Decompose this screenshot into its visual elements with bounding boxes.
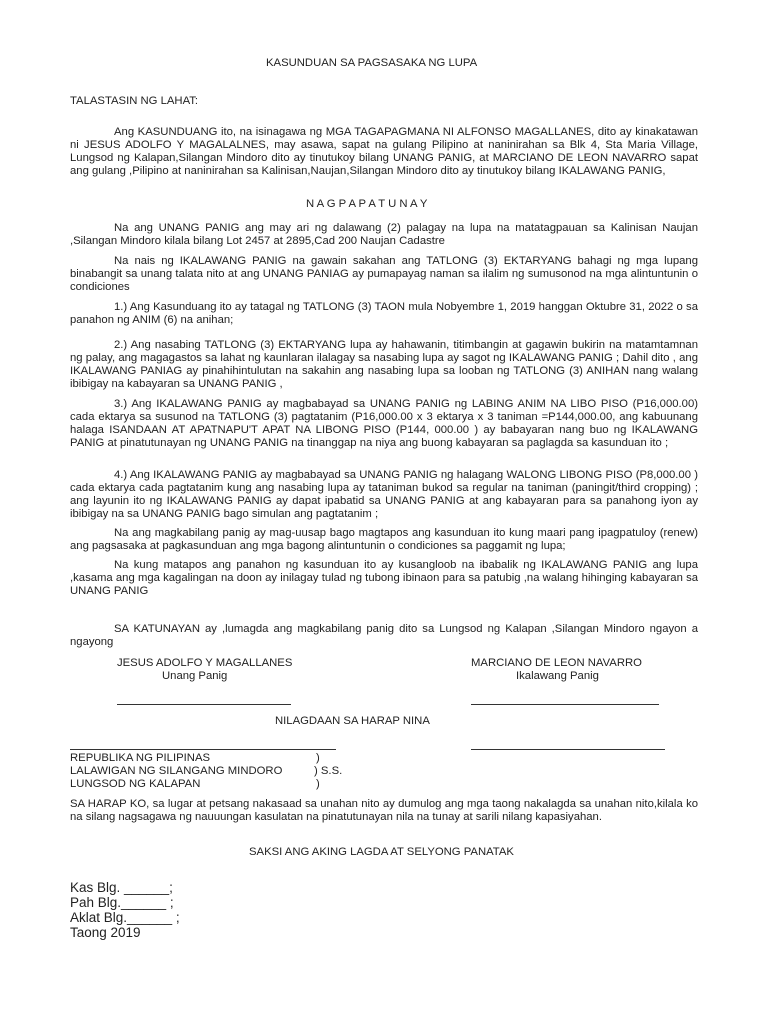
salutation: TALASTASIN NG LAHAT: xyxy=(70,95,199,107)
condition-item-3: 3.) Ang IKALAWANG PANIG ay magbabayad sa UNANG PANIG ng LABING ANIM NA LIBO PISO (P16,000.00) cada ektarya sa susunod na TATLONG (3) pagtatanim (P16,000.00 x 3 ektarya x 3 taniman =P144,000.00, ang kabuunang halaga ISANDAAN AT APATNAPU'T APAT NA LIBONG PISO (P144, 000.00 ) ay babayaran nang buo ng IKALAWANG PANIG at pinatutunayan ng UNANG PANIG na tinanggap na niya ang buong kabayaran sa paglagda sa kasunduan ito ; xyxy=(70,398,698,449)
series-year: Taong 2019 xyxy=(70,925,141,940)
party1-role: Unang Panig xyxy=(162,670,228,682)
venue-paren-3: ) xyxy=(316,778,320,790)
venue-lungsod: LUNGSOD NG KALAPAN xyxy=(70,778,201,790)
condition-item-4: 4.) Ang IKALAWANG PANIG ay magbabayad sa UNANG PANIG ng halagang WALONG LIBONG PISO (P8,000.00 ) cada ektarya cada pagtatanim kung ang nasabing lupa ay tataniman bukod sa regular na taniman (paningit/third cropping) ; ang layunin ito ng IKALAWANG PANIG ay dapat ipabatid sa UNANG PANIG at ang kabayaran para sa panahong iyon ay ibibigay na sa UNANG PANIG bago simulan ang pagtatanim ; xyxy=(70,469,698,520)
venue-lalawigan: LALAWIGAN NG SILANGANG MINDORO xyxy=(70,765,283,777)
acknowledgment-paragraph: SA HARAP KO, sa lugar at petsang nakasaad sa unahan nito ay dumulog ang mga taong nakalagda sa unahan nito,kilala ko na silang nagsagawa ng nauuungan kasulatan na pinatutunayan nila na tunay at sarili nilang kapasiyahan. xyxy=(70,798,698,823)
doc-number: Kas Blg. ______; xyxy=(70,880,173,895)
section-heading: N A G P A P A T U N A Y xyxy=(306,198,428,210)
party1-name: JESUS ADOLFO Y MAGALLANES xyxy=(117,657,293,669)
party2-signature-line xyxy=(471,704,659,705)
witness-heading: NILAGDAAN SA HARAP NINA xyxy=(275,715,430,727)
book-number: Aklat Blg.______ ; xyxy=(70,910,180,925)
venue-paren-ss: ) S.S. xyxy=(314,765,343,777)
venue-paren-1: ) xyxy=(316,752,320,764)
venue-republika: REPUBLIKA NG PILIPINAS xyxy=(70,752,211,764)
paragraph-intent: Na nais ng IKALAWANG PANIG na gawain sakahan ang TATLONG (3) EKTARYANG bahagi ng mga lupang binabangit sa unang talata nito at ang UNANG PANIAG ay pumapayag naman sa ilalim ng sumusonod na mga alintuntunin o condiciones xyxy=(70,255,698,293)
condition-item-1: 1.) Ang Kasunduang ito ay tatagal ng TATLONG (3) TAON mula Nobyembre 1, 2019 hanggan Oktubre 31, 2022 o sa panahon ng ANIM (6) na anihan; xyxy=(70,301,698,326)
paragraph-renewal: Na ang magkabilang panig ay mag-uusap bago magtapos ang kasunduan ito kung maari pang ipagpatuloy (renew) ang pagsasaka at pagkasunduan ang mga bagong alintuntunin o condiciones sa paggamit ng lupa; xyxy=(70,527,698,552)
party2-role: Ikalawang Panig xyxy=(516,670,599,682)
paragraph-return: Na kung matapos ang panahon ng kasunduan ito ay kusangloob na ibabalik ng IKALAWANG PANIG ang lupa ,kasama ang mga kagalingan na doon ay inilagay tulad ng tubong ibinaon para sa patubig ,na walang hihinging kabayaran sa UNANG PANIG xyxy=(70,559,698,597)
condition-item-2: 2.) Ang nasabing TATLONG (3) EKTARYANG lupa ay hahawanin, titimbangin at gagawin bukirin na matamtamnan ng palay, ang magagastos sa lahat ng kaunlaran ilalagay sa nasabing lupa ay sagot ng IKALAWANG PANIG ; Dahil dito , ang IKALAWANG PANIAG ay pinahihintulutan na sakahin ang nasabing lupa sa looban ng TATLONG (3) ANIHAN nang walang ibibigay na kabayaran sa UNANG PANIG , xyxy=(70,339,698,390)
katunayan-paragraph: SA KATUNAYAN ay ,lumagda ang magkabilang panig dito sa Lungsod ng Kalapan ,Silangan Mindoro ngayon a ngayong xyxy=(70,623,698,648)
document-title: KASUNDUAN SA PAGSASAKA NG LUPA xyxy=(266,57,478,69)
party2-name: MARCIANO DE LEON NAVARRO xyxy=(471,657,642,669)
witness1-signature-line xyxy=(70,749,336,750)
witness2-signature-line xyxy=(471,749,665,750)
paragraph-ownership: Na ang UNANG PANIG ang may ari ng dalawang (2) palagay na lupa na matatagpauan sa Kalinisan Naujan ,Silangan Mindoro kilala bilang Lot 2457 at 2895,Cad 200 Naujan Cadastre xyxy=(70,222,698,247)
notary-heading: SAKSI ANG AKING LAGDA AT SELYONG PANATAK xyxy=(249,846,514,858)
intro-paragraph: Ang KASUNDUANG ito, na isinagawa ng MGA TAGAPAGMANA NI ALFONSO MAGALLANES, dito ay kinakatawan ni JESUS ADOLFO Y MAGALALNES, may asawa, sapat na gulang Pilipino at naninirahan sa Blk 4, Sta Maria Village, Lungsod ng Kalapan,Silangan Mindoro dito ay tinutukoy bilang UNANG PANIG, at MARCIANO DE LEON NAVARRO sapat ang gulang ,Pilipino at naninirahan sa Kalinisan,Naujan,Silangan Mindoro dito ay tinutukoy bilang IKALAWANG PANIG, xyxy=(70,126,698,177)
party1-signature-line xyxy=(117,704,291,705)
page-number: Pah Blg.______ ; xyxy=(70,895,174,910)
